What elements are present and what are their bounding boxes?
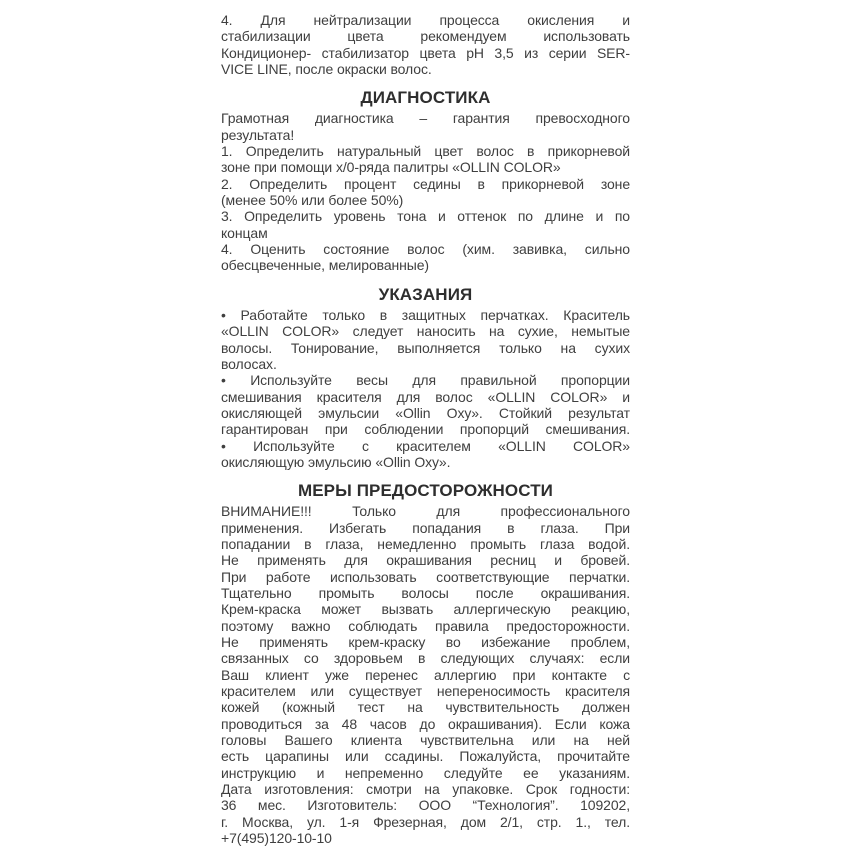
text-line: гарантирован при соблюдении пропорций смешивания. (221, 421, 630, 438)
text-line: стабилизации цвета рекомендуем использовать (221, 28, 630, 45)
section-diagnostics (221, 89, 630, 273)
section-precautions (221, 482, 630, 846)
text-line: Тщательно промыть волосы после окрашивания. (221, 584, 630, 601)
text-line: 4. Оценить состояние волос (хим. завивка, сильно (221, 241, 630, 258)
text-line: инструкцию и непременно следуйте ее указаниям. (221, 764, 630, 781)
text-line: 4. Для нейтрализации процесса окисления и (221, 12, 630, 28)
text-line: проводиться за 48 часов до окрашивания). Если кожа (221, 715, 630, 732)
text-line: «OLLIN COLOR» следует наносить на сухие, немытые (221, 323, 630, 340)
paragraph (221, 12, 630, 77)
paragraph (221, 176, 630, 209)
text-line: красителем или существует непереносимость красителя (221, 683, 630, 700)
text-line: Не применять крем-краску во избежание проблем, (221, 634, 630, 650)
section-heading: ДИАГНОСТИКА (360, 88, 491, 108)
text-line: попадании в глаза, немедленно промыть глаза водой. (221, 535, 630, 552)
text-line: волосы. Тонирование, выполняется только на сухих (221, 339, 630, 356)
text-line: применения. Избегать попадания в глаза. При (221, 519, 630, 536)
text-line: Крем-краска может вызвать аллергическую реакцию, (221, 601, 630, 618)
text-line: связанных со здоровьем в следующих случаях: если (221, 650, 630, 667)
text-line: головы Вашего клиента чувствительна или на ней (221, 732, 630, 749)
text-line: окисляющую эмульсию «Ollin Oxy». (221, 453, 451, 470)
text-line: Не применять для окрашивания ресниц и бровей. (221, 552, 630, 569)
text-line: обесцвеченные, мелированные) (221, 257, 429, 274)
text-line: 2. Определить процент седины в прикорневой зоне (221, 175, 630, 192)
text-line: результата! (221, 126, 295, 143)
text-line: • Используйте с красителем «OLLIN COLOR» (221, 437, 630, 454)
section-heading: УКАЗАНИЯ (378, 284, 473, 304)
text-line: ВНИМАНИЕ!!! Только для профессионального (221, 503, 630, 520)
text-line: 36 мес. Изготовитель: ООО “Технология”. 109202, (221, 797, 630, 814)
text-line: (менее 50% или более 50%) (221, 192, 404, 209)
text-line: волосах. (221, 355, 277, 372)
text-line: смешивания красителя для волос «OLLIN COLOR» и (221, 388, 630, 405)
text-line: VICE LINE, после окраски волос. (221, 61, 432, 78)
paragraph (221, 110, 630, 143)
text-line: концам (221, 224, 268, 241)
paragraph (221, 503, 630, 846)
section-instructions (221, 286, 630, 470)
text-line: есть царапины или ссадины. Пожалуйста, прочитайте (221, 748, 630, 765)
text-line: Дата изготовления: смотри на упаковке. Срок годности: (221, 781, 630, 798)
paragraph (221, 307, 630, 372)
paragraph (221, 208, 630, 241)
section-heading: МЕРЫ ПРЕДОСТОРОЖНОСТИ (297, 481, 553, 501)
text-line: Кондиционер- стабилизатор цвета pH 3,5 из серии SER- (221, 44, 630, 61)
text-line: Грамотная диагностика – гарантия превосходного (221, 110, 630, 127)
paragraph (221, 143, 630, 176)
text-line: окисляющей эмульсии «Ollin Oxy». Стойкий результат (221, 404, 630, 421)
text-line: кожей (кожный тест на чувствительность должен (221, 699, 630, 716)
text-line: • Используйте весы для правильной пропорции (221, 372, 630, 389)
text-line: 1. Определить натуральный цвет волос в прикорневой (221, 143, 630, 160)
text-line: поэтому важно соблюдать правила предосторожности. (221, 617, 630, 634)
text-line: г. Москва, ул. 1-я Фрезерная, дом 2/1, стр. 1., тел. (221, 813, 630, 830)
paragraph (221, 241, 630, 274)
text-line: зоне при помощи х/0-ряда палитры «OLLIN COLOR» (221, 159, 561, 176)
text-line: +7(495)120-10-10 (221, 830, 332, 847)
text-line: Ваш клиент уже перенес аллергию при контакте с (221, 666, 630, 683)
section-intro (221, 12, 630, 77)
paragraph (221, 372, 630, 437)
text-line: 3. Определить уровень тона и оттенок по длине и по (221, 208, 630, 225)
text-line: При работе использовать соответствующие перчатки. (221, 568, 630, 585)
paragraph (221, 438, 630, 471)
document-body (221, 12, 630, 846)
text-line: • Работайте только в защитных перчатках. Краситель (221, 306, 630, 323)
